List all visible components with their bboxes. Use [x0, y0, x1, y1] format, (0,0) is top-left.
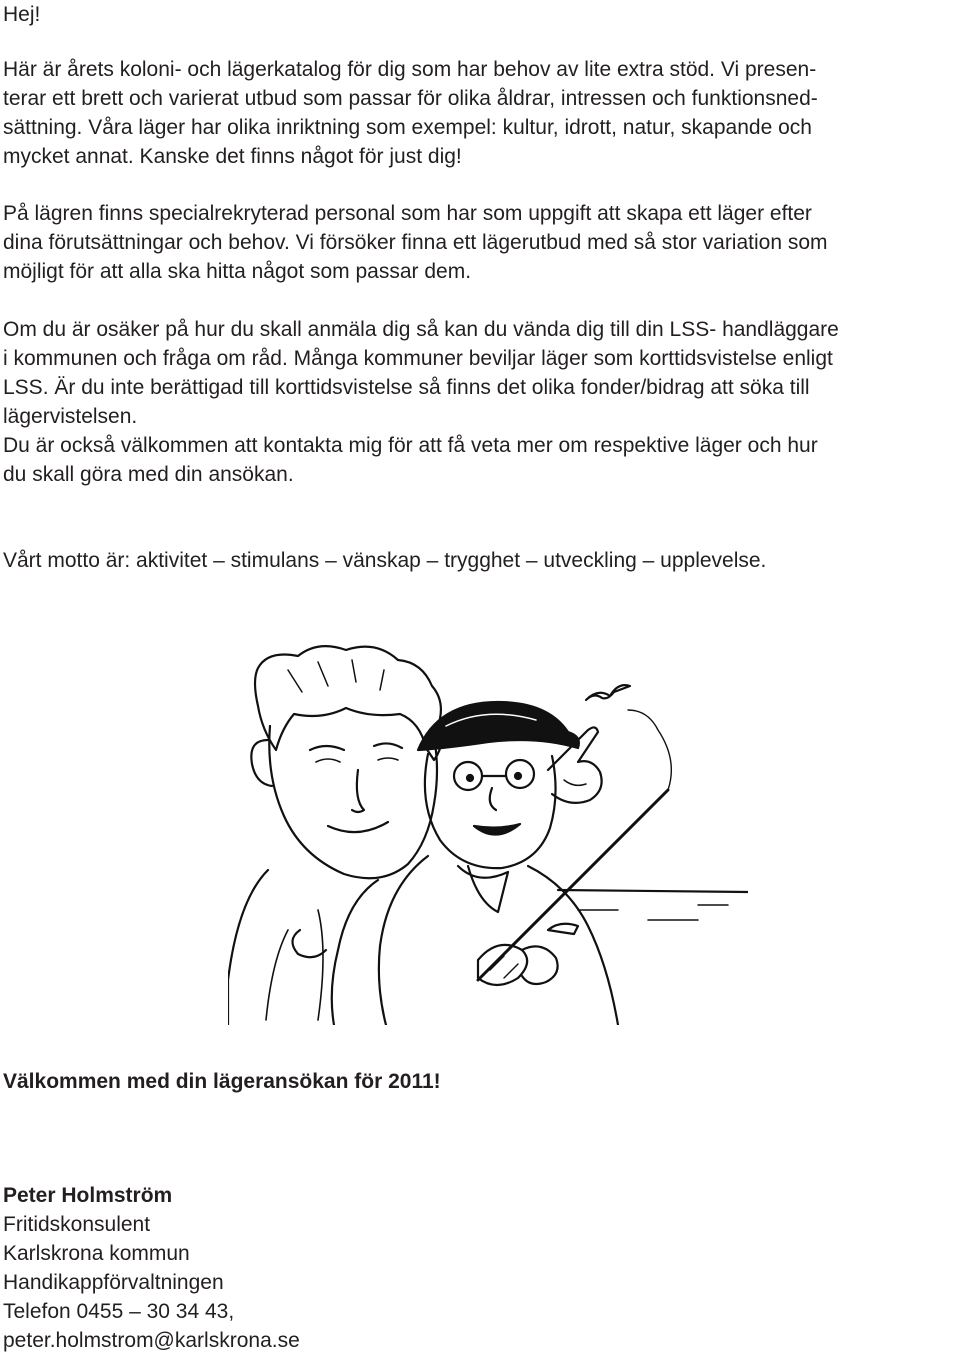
paragraph-line: lägervistelsen.	[3, 405, 138, 428]
adult-body	[228, 870, 378, 1025]
paragraph-line: Här är årets koloni- och lägerkatalog för dig som har behov av lite extra stöd. Vi presen-	[3, 58, 817, 81]
signature-block	[3, 1181, 300, 1355]
paragraph-line: dina förutsättningar och behov. Vi försöker finna ett lägerutbud med så stor variation som	[3, 231, 828, 254]
fishing-illustration	[228, 630, 748, 1025]
seagull-icon	[586, 685, 630, 700]
paragraph-line: du skall göra med din ansökan.	[3, 463, 294, 486]
paragraph-line: terar ett brett och varierat utbud som passar för olika åldrar, intressen och funktionsned-	[3, 87, 818, 110]
paragraph-line: Om du är osäker på hur du skall anmäla dig så kan du vända dig till din LSS- handläggare	[3, 318, 839, 341]
paragraph-line: i kommunen och fråga om råd. Många kommuner beviljar läger som korttidsvistelse enligt	[3, 347, 833, 370]
signature-email: peter.holmstrom@karlskrona.se	[3, 1329, 300, 1352]
child-cap	[418, 702, 579, 750]
signature-name: Peter Holmström	[3, 1184, 173, 1207]
intro-paragraph	[3, 55, 818, 171]
horizon-line	[558, 890, 748, 892]
paragraph-line: Du är också välkommen att kontakta mig för att få veta mer om respektive läger och hur	[3, 434, 818, 457]
paragraph-line: På lägren finns specialrekryterad personal som har som uppgift att skapa ett läger efter	[3, 202, 812, 225]
application-paragraph	[3, 315, 839, 489]
paragraph-line: mycket annat. Kanske det finns något för just dig!	[3, 145, 462, 168]
adult-face	[269, 726, 437, 878]
greeting: Hej!	[3, 3, 41, 26]
child-face	[425, 754, 556, 868]
paragraph-line: möjligt för att alla ska hitta något som passar dem.	[3, 260, 472, 283]
welcome-heading: Välkommen med din lägeransökan för 2011!	[3, 1070, 441, 1093]
sea-strokes	[578, 905, 728, 920]
signature-organization: Karlskrona kommun	[3, 1242, 190, 1265]
adult-hair	[255, 646, 441, 760]
motto: Vårt motto är: aktivitet – stimulans – vänskap – trygghet – utveckling – upplevelse.	[3, 549, 767, 572]
staff-paragraph	[3, 199, 828, 286]
paragraph-line: sättning. Våra läger har olika inriktning som exempel: kultur, idrott, natur, skapande och	[3, 116, 812, 139]
hands-on-rod	[478, 945, 527, 985]
signature-title: Fritidskonsulent	[3, 1213, 151, 1236]
paragraph-line: LSS. Är du inte berättigad till korttidsvistelse så finns det olika fonder/bidrag att söka till	[3, 376, 810, 399]
child-jacket	[379, 856, 618, 1025]
signature-phone: Telefon 0455 – 30 34 43,	[3, 1300, 235, 1323]
fishing-rod	[478, 790, 668, 980]
signature-department: Handikappförvaltningen	[3, 1271, 224, 1294]
